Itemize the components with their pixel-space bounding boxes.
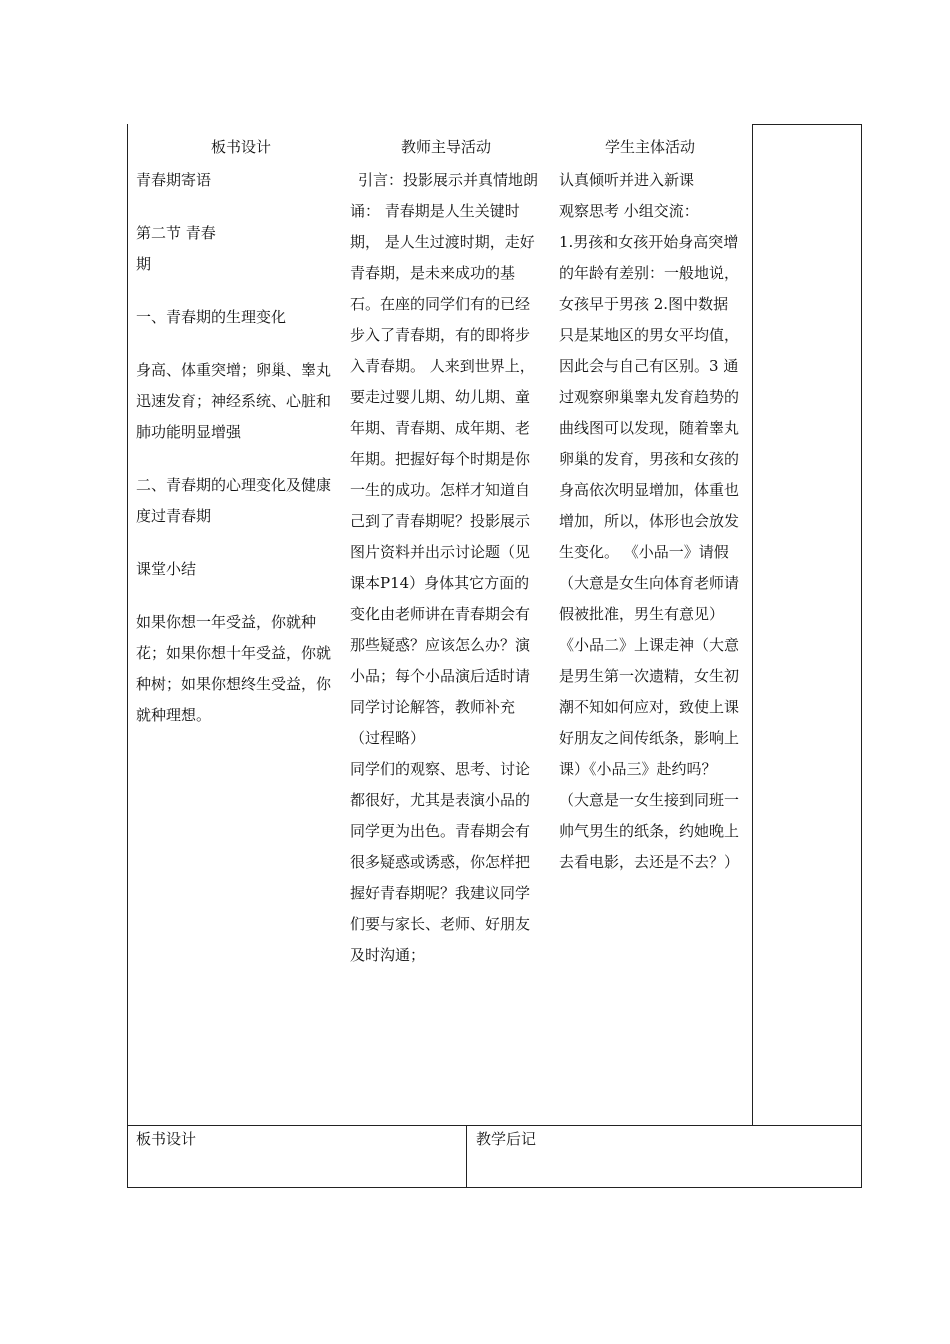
footer-board-design: 板书设计 [136, 1130, 197, 1148]
board-point-2: 二、青春期的心理变化及健康度过青春期 [136, 476, 332, 525]
student-column [559, 165, 743, 878]
board-section-cont: 期 [136, 255, 152, 273]
col-divider-main [752, 124, 753, 1126]
footer-divider [466, 1125, 467, 1187]
board-title: 青春期寄语 [136, 171, 212, 189]
student-paragraph-2: 观察思考 小组交流： [559, 202, 699, 220]
student-paragraph-3: 1.男孩和女孩开始身高突增的年龄有差别：一般地说，女孩早于男孩 2.图中数据只是某地区的男女平均值，因此会与自己有区别。3 通过观察卵巢睾丸发育趋势的曲线图可以发现，随着睾丸卵巢的发育，男孩和女孩的身高依次明显增加，体重也增加，所以，体形也会放发生变化。 《小品一》请假（大意是女生向体育老师请假被批准，男生有意见）《小品二》上课走神（大意是男生第一次遗精，女生初潮不知如何应对，致使上课好朋友之间传纸条，影响上课）《小品三》赴约吗？（大意是一女生接到同班一帅气男生的纸条，约她晚上去看电影，去还是不去？） [559, 233, 740, 871]
board-summary-title: 课堂小结 [136, 560, 197, 578]
table-border-top-right [752, 124, 862, 125]
teacher-column [350, 165, 543, 971]
board-point-1: 一、青春期的生理变化 [136, 308, 287, 326]
table-border-right [861, 124, 862, 1188]
board-section: 第二节 青春 [136, 224, 216, 242]
student-paragraph-1: 认真倾听并进入新课 [559, 171, 695, 189]
board-summary: 如果你想一年受益，你就种花；如果你想十年受益，你就种树；如果你想终生受益，你就种理想。 [136, 613, 332, 724]
footer-row-top [127, 1125, 862, 1126]
footer-teaching-notes: 教学后记 [476, 1130, 537, 1148]
table-border-left [127, 124, 128, 1188]
header-student-activity: 学生主体活动 [604, 138, 695, 156]
board-point-1-detail: 身高、体重突增；卵巢、睾丸迅速发育；神经系统、心脏和肺功能明显增强 [136, 361, 332, 441]
header-teacher-activity: 教师主导活动 [400, 138, 491, 156]
table-border-bottom [127, 1187, 862, 1188]
board-column [136, 165, 338, 731]
teacher-paragraph-1: 引言：投影展示并真情地朗诵： 青春期是人生关键时期， 是人生过渡时期，走好青春期，是未来成功的基石。在座的同学们有的已经步入了青春期，有的即将步入青春期。 人来到世界上，要走过婴儿期、幼儿期、童年期、青春期、成年期、老年期。把握好每个时期是你一生的成功。怎样才知道自己到了青春期呢？投影展示图片资料并出示讨论题（见课本P14）身体其它方面的变化由老师讲在青春期会有那些疑惑？应该怎么办？演小品；每个小品演后适时请同学讨论解答，教师补充（过程略） [350, 171, 539, 747]
header-board-design: 板书设计 [210, 138, 271, 156]
teacher-paragraph-2: 同学们的观察、思考、讨论都很好，尤其是表演小品的同学更为出色。青春期会有很多疑惑或诱惑，你怎样把握好青春期呢？我建议同学们要与家长、老师、好朋友及时沟通； [350, 760, 531, 964]
